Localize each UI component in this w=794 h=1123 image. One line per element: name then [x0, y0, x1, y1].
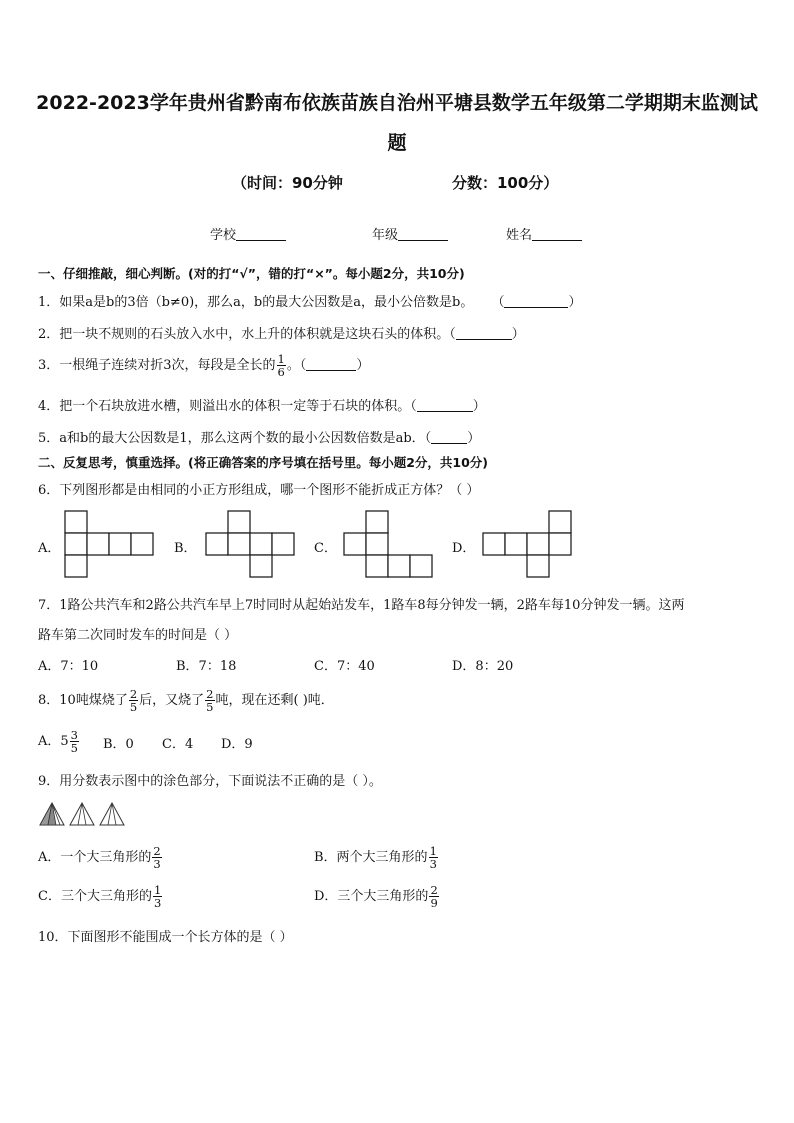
- question-9: 9．用分数表示图中的涂色部分，下面说法不正确的是（ ）。: [38, 774, 382, 789]
- q9-option-c[interactable]: C．三个大三角形的 $\frac{1}{3}$: [38, 883, 162, 910]
- question-4: 4．把一个石块放进水槽，则溢出水的体积一定等于石块的体积。（ ）: [38, 399, 486, 414]
- q8-option-d[interactable]: D．9: [221, 737, 253, 752]
- grade-blank[interactable]: [398, 228, 448, 241]
- q9-option-a[interactable]: A．一个大三角形的 $\frac{2}{3}$: [38, 844, 161, 871]
- q6-option-b-label[interactable]: B．: [174, 541, 197, 556]
- school-field[interactable]: [210, 224, 286, 243]
- question-7-line1: 7．1路公共汽车和2路公共汽车早上7时同时从起始站发车，1路车8每分钟发一辆，2路车每10分钟发一辆。这两: [38, 598, 685, 613]
- school-blank[interactable]: [236, 228, 286, 241]
- q7-option-d[interactable]: D．8：20: [452, 659, 514, 674]
- q9-option-b[interactable]: B．两个大三角形的 $\frac{1}{3}$: [314, 844, 437, 871]
- grade-label: 年级: [372, 228, 399, 243]
- q7-option-b[interactable]: B．7：18: [176, 659, 237, 674]
- answer-blank-4[interactable]: [417, 399, 473, 412]
- q6-option-a-label[interactable]: A．: [38, 541, 61, 556]
- question-1: 1．如果a是b的3倍（b≠0)，那么a，b的最大公因数是a，最小公倍数是b。 （ ）: [38, 295, 582, 310]
- cube-net-b: [205, 510, 299, 580]
- q6-option-d-label[interactable]: D．: [452, 541, 476, 556]
- cube-net-c: [343, 510, 437, 580]
- question-5: 5．a和b的最大公因数是1，那么这两个数的最小公因数倍数是ab．（ ）: [38, 431, 481, 446]
- q8-option-a[interactable]: A．5 $\frac{3}{5}$: [38, 728, 78, 755]
- q7-option-a[interactable]: A．7：10: [38, 659, 99, 674]
- question-10: 10．下面图形不能围成一个长方体的是（ ）: [38, 930, 293, 945]
- question-3: 3．一根绳子连续对折3次，每段是全长的 $\frac{1}{6}$ 。（ ）: [38, 352, 370, 379]
- section2-heading: 二、反复思考，慎重选择。(将正确答案的序号填在括号里。每小题2分，共10分): [38, 455, 489, 470]
- school-label: 学校: [210, 228, 237, 243]
- fraction-1-6: $\frac{1}{6}$: [277, 352, 285, 379]
- q7-option-c[interactable]: C．7：40: [314, 659, 375, 674]
- name-blank[interactable]: [532, 228, 582, 241]
- exam-title-line2: 题: [387, 132, 407, 154]
- name-field[interactable]: [506, 224, 582, 243]
- question-6: 6．下列图形都是由相同的小正方形组成，哪一个图形不能折成正方体？（ ）: [38, 483, 480, 498]
- exam-title-line1: 2022-2023学年贵州省黔南布依族苗族自治州平塘县数学五年级第二学期期末监测试: [36, 92, 758, 114]
- section1-heading: 一、仔细推敲，细心判断。(对的打“√”，错的打“×”。每小题2分，共10分): [38, 266, 465, 281]
- answer-blank-5[interactable]: [431, 431, 467, 444]
- answer-blank-1[interactable]: [504, 295, 568, 308]
- q9-option-d[interactable]: D．三个大三角形的 $\frac{2}{9}$: [314, 883, 438, 910]
- name-label: 姓名: [506, 228, 533, 243]
- q8-option-b[interactable]: B．0: [103, 737, 134, 752]
- score-label: 分数：100分）: [452, 174, 559, 192]
- answer-blank-2[interactable]: [456, 327, 512, 340]
- triangles-figure: [38, 801, 130, 827]
- fraction-2-5-a: $\frac{2}{5}$: [129, 687, 138, 714]
- answer-blank-3[interactable]: [306, 358, 356, 371]
- question-7-line2: 路车第二次同时发车的时间是（ ）: [38, 628, 238, 643]
- fraction-3-5: $\frac{3}{5}$: [70, 728, 78, 755]
- grade-field[interactable]: [372, 224, 448, 243]
- q8-option-c[interactable]: C．4: [162, 737, 194, 752]
- question-2: 2．把一块不规则的石头放入水中，水上升的体积就是这块石头的体积。（ ）: [38, 327, 525, 342]
- cube-net-d: [482, 510, 576, 580]
- time-label: （时间：90分钟: [232, 174, 343, 192]
- q6-option-c-label[interactable]: C．: [314, 541, 337, 556]
- question-8: 8．10吨煤烧了 $\frac{2}{5}$ 后，又烧了 $\frac{2}{5}$ 吨，现在还剩( )吨．: [38, 687, 334, 714]
- fraction-2-5-b: $\frac{2}{5}$: [206, 687, 214, 714]
- cube-net-a: [64, 510, 158, 580]
